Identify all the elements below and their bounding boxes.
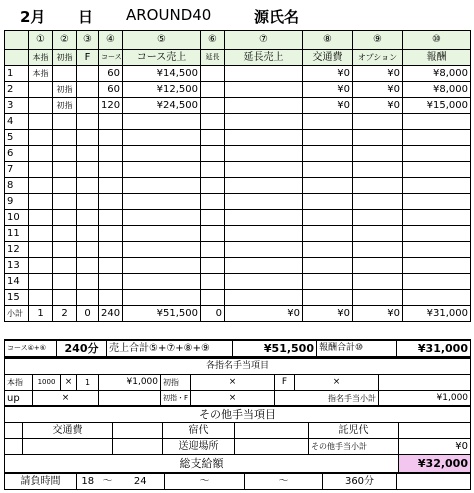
cell-c2 [53,130,77,146]
cell-sales [123,146,201,162]
cell-course [99,210,123,226]
col-circle-3: ③ [77,31,99,50]
cell-c3 [77,274,99,290]
cell-option [353,162,403,178]
cell-c2 [53,274,77,290]
cell-c3 [77,242,99,258]
course-total-value: 240分 [57,340,107,357]
cell-pay [403,226,471,242]
cell-course [99,226,123,242]
grand-total-label: 総支給額 [5,455,399,473]
cell-course [99,274,123,290]
cell-course [99,114,123,130]
col-circle-6: ⑥ [201,31,225,50]
month-label: 2月 [20,8,46,26]
col-label-pay: 報酬 [403,50,471,66]
table-row [5,290,471,306]
nom-times-2: × [191,375,275,391]
cell-course: 60 [99,66,123,82]
nom-honshi-label: 本指 [5,375,33,391]
cell-c1: 本指 [29,66,53,82]
cell-no: 15 [5,290,29,306]
hours-end: 24 [117,474,165,490]
cell-c1 [29,290,53,306]
cell-ext_sales [225,178,303,194]
cell-c2 [53,290,77,306]
table-row [5,194,471,210]
cell-c3 [77,98,99,114]
col-label-shoshi: 初指 [53,50,77,66]
cell-sales [123,130,201,146]
cell-transport [303,290,353,306]
cell-sales [123,258,201,274]
stage-name-label: 源氏名 [254,8,300,26]
table-row [5,210,471,226]
cell-transport [303,146,353,162]
cell-transport [303,130,353,146]
cell-course [99,130,123,146]
cell-no: 11 [5,226,29,242]
nom-up-label: up [5,391,33,407]
cell-ext_sales [225,130,303,146]
cell-course [99,162,123,178]
nom-honshi-unit: 1000 [33,375,61,391]
nom-subtotal-value: ¥1,000 [379,391,471,407]
cell-course: 120 [99,98,123,114]
other-pickup-label: 送迎場所 [163,439,235,455]
cell-ext [201,98,225,114]
cell-course [99,290,123,306]
sales-total-label: 売上合計⑤+⑦+⑧+⑨ [107,340,233,357]
cell-c2 [53,114,77,130]
cell-course [99,146,123,162]
cell-ext_sales [225,162,303,178]
cell-pay: ¥8,000 [403,82,471,98]
col-label-honshi: 本指 [29,50,53,66]
cell-c2 [53,242,77,258]
cell-no: 5 [5,130,29,146]
cell-pay: ¥8,000 [403,66,471,82]
cell-c3 [77,82,99,98]
cell-c1 [29,130,53,146]
cell-ext [201,114,225,130]
cell-pay: ¥15,000 [403,98,471,114]
cell-c3 [77,178,99,194]
cell-c2 [53,146,77,162]
col-circle-10: ⑩ [403,31,471,50]
circle-header-row [5,31,471,50]
sales-table [4,30,471,322]
table-row [5,130,471,146]
cell-ext [201,274,225,290]
subtotal-sales: ¥51,500 [123,306,201,322]
col-circle-1: ① [29,31,53,50]
cell-sales: ¥14,500 [123,66,201,82]
cell-c1 [29,178,53,194]
col-label-f: F [77,50,99,66]
col-label-transport: 交通費 [303,50,353,66]
cell-pay [403,242,471,258]
col-circle-9: ⑨ [353,31,403,50]
col-label-course-sales: コース売上 [123,50,201,66]
cell-pay [403,146,471,162]
other-title: その他手当項目 [5,406,471,423]
cell-no: 4 [5,114,29,130]
col-circle-2: ② [53,31,77,50]
sales-total-value: ¥51,500 [233,340,317,357]
table-row [5,242,471,258]
grand-total-table [4,454,471,473]
cell-c2 [53,226,77,242]
hours-tilde-2: ～ [165,474,245,490]
cell-c1 [29,114,53,130]
cell-sales [123,290,201,306]
cell-course [99,258,123,274]
cell-ext_sales [225,290,303,306]
cell-option [353,242,403,258]
cell-no: 9 [5,194,29,210]
subtotal-c2: 2 [53,306,77,322]
label-header-row [5,50,471,66]
cell-sales [123,162,201,178]
cell-option [353,210,403,226]
cell-pay [403,290,471,306]
cell-c3 [77,114,99,130]
col-circle-8: ⑧ [303,31,353,50]
cell-ext [201,130,225,146]
other-childcare-label: 託児代 [309,423,399,439]
cell-c2 [53,178,77,194]
other-subtotal-value: ¥0 [399,439,471,455]
cell-no: 3 [5,98,29,114]
cell-ext_sales [225,98,303,114]
day-label: 日 [78,8,94,26]
cell-c3 [77,258,99,274]
other-transport-label: 交通費 [23,423,113,439]
other-lodging-label: 宿代 [163,423,235,439]
title-bar [4,4,470,28]
cell-ext_sales [225,226,303,242]
cell-ext_sales [225,242,303,258]
cell-c2 [53,194,77,210]
cell-transport [303,226,353,242]
cell-transport: ¥0 [303,82,353,98]
cell-pay [403,114,471,130]
cell-sales [123,226,201,242]
cell-c3 [77,210,99,226]
cell-no: 8 [5,178,29,194]
store-name: AROUND40 [126,6,212,24]
cell-option [353,194,403,210]
nom-honshi-count: 1 [77,375,99,391]
cell-c2: 初指 [53,82,77,98]
subtotal-row [5,306,471,322]
cell-option: ¥0 [353,98,403,114]
cell-no: 12 [5,242,29,258]
cell-c1 [29,226,53,242]
cell-option [353,114,403,130]
cell-transport [303,210,353,226]
cell-c1 [29,274,53,290]
cell-transport [303,178,353,194]
cell-ext [201,66,225,82]
cell-sales: ¥12,500 [123,82,201,98]
cell-option [353,258,403,274]
subtotal-ext-sales: ¥0 [225,306,303,322]
hours-tilde-1: ～ [99,474,117,490]
cell-sales [123,210,201,226]
cell-transport [303,194,353,210]
cell-ext_sales [225,66,303,82]
nomination-title: 各指名手当項目 [5,359,471,375]
cell-no: 14 [5,274,29,290]
nom-up-times: × [33,391,99,407]
subtotal-ext: 0 [201,306,225,322]
nom-times-4: × [191,391,275,407]
hours-tilde-3: ～ [245,474,323,490]
cell-no: 2 [5,82,29,98]
cell-c2 [53,162,77,178]
table-row [5,258,471,274]
cell-sales: ¥24,500 [123,98,201,114]
grand-total-value: ¥32,000 [399,455,471,473]
cell-course [99,194,123,210]
cell-pay [403,210,471,226]
cell-ext [201,178,225,194]
cell-transport [303,114,353,130]
cell-no: 7 [5,162,29,178]
cell-pay [403,162,471,178]
cell-c2: 初指 [53,98,77,114]
table-row [5,226,471,242]
course-total-label: コース④+⑥ [5,340,57,357]
cell-ext_sales [225,114,303,130]
subtotal-label: 小計 [5,306,29,322]
cell-pay [403,130,471,146]
subtotal-c3: 0 [77,306,99,322]
hours-label: 請負時間 [5,474,77,490]
cell-course: 60 [99,82,123,98]
cell-ext_sales [225,210,303,226]
cell-pay [403,178,471,194]
cell-transport [303,258,353,274]
cell-ext [201,146,225,162]
nomination-table [4,358,471,407]
cell-c3 [77,162,99,178]
cell-option [353,146,403,162]
cell-c1 [29,194,53,210]
cell-pay [403,258,471,274]
cell-c2 [53,66,77,82]
cell-ext [201,194,225,210]
cell-course [99,242,123,258]
cell-option [353,290,403,306]
cell-transport [303,242,353,258]
cell-c2 [53,210,77,226]
nom-subtotal-label: 指名手当小計 [275,391,379,407]
cell-no: 13 [5,258,29,274]
cell-option: ¥0 [353,82,403,98]
cell-transport [303,274,353,290]
pay-total-value: ¥31,000 [397,340,471,357]
cell-option: ¥0 [353,66,403,82]
other-subtotal-label: その他手当小計 [309,439,399,455]
table-row [5,98,471,114]
subtotal-c1: 1 [29,306,53,322]
cell-ext_sales [225,146,303,162]
col-label-extension: 延長 [201,50,225,66]
nom-f-label: F [275,375,295,391]
cell-c2 [53,258,77,274]
nom-times-1: × [61,375,77,391]
cell-c3 [77,130,99,146]
cell-course [99,178,123,194]
table-row [5,274,471,290]
cell-ext [201,162,225,178]
cell-option [353,226,403,242]
cell-c3 [77,146,99,162]
table-row [5,82,471,98]
cell-ext [201,226,225,242]
totals-table [4,339,471,358]
nom-times-3: × [295,375,379,391]
contract-hours-table [4,473,471,490]
cell-c3 [77,194,99,210]
cell-no: 6 [5,146,29,162]
other-allowance-table [4,405,471,455]
cell-ext_sales [225,258,303,274]
cell-ext [201,242,225,258]
cell-c1 [29,82,53,98]
col-label-option: オプション [353,50,403,66]
cell-option [353,130,403,146]
cell-ext [201,290,225,306]
cell-no: 1 [5,66,29,82]
cell-transport: ¥0 [303,98,353,114]
cell-c3 [77,66,99,82]
col-circle-4: ④ [99,31,123,50]
subtotal-course: 240 [99,306,123,322]
cell-option [353,274,403,290]
hours-minutes: 360分 [323,474,397,490]
table-row [5,178,471,194]
cell-c1 [29,258,53,274]
col-label-course: コース [99,50,123,66]
cell-c1 [29,146,53,162]
col-circle-5: ⑤ [123,31,201,50]
cell-c3 [77,226,99,242]
cell-sales [123,114,201,130]
table-row [5,114,471,130]
cell-c1 [29,162,53,178]
subtotal-option: ¥0 [353,306,403,322]
cell-c1 [29,98,53,114]
table-row [5,162,471,178]
table-row [5,146,471,162]
col-label-ext-sales: 延長売上 [225,50,303,66]
hours-start: 18 [77,474,99,490]
nom-shoshi-label: 初指 [161,375,191,391]
cell-ext_sales [225,274,303,290]
cell-sales [123,274,201,290]
cell-c3 [77,290,99,306]
subtotal-pay: ¥31,000 [403,306,471,322]
cell-c1 [29,210,53,226]
cell-c1 [29,242,53,258]
cell-ext [201,210,225,226]
cell-pay [403,274,471,290]
cell-ext_sales [225,82,303,98]
table-row [5,66,471,82]
cell-pay [403,194,471,210]
cell-no: 10 [5,210,29,226]
nom-shoshi-f-label: 初指・F [161,391,191,407]
pay-total-label: 報酬合計⑩ [317,340,397,357]
cell-transport: ¥0 [303,66,353,82]
col-circle-7: ⑦ [225,31,303,50]
cell-sales [123,194,201,210]
cell-transport [303,162,353,178]
cell-ext [201,258,225,274]
subtotal-transport: ¥0 [303,306,353,322]
cell-ext_sales [225,194,303,210]
cell-option [353,178,403,194]
cell-ext [201,82,225,98]
cell-sales [123,242,201,258]
nom-honshi-value: ¥1,000 [99,375,161,391]
cell-sales [123,178,201,194]
